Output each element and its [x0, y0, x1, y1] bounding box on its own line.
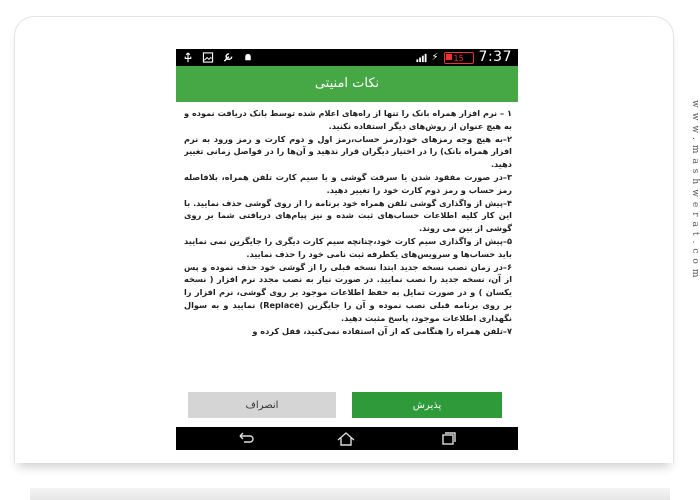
tip-paragraph: ۶–در زمان نصب نسخه جدید ابتدا نسخه قبلی را از گوشی خود حذف نموده و پس از آن، نسخه جدید را نصب نمایید. در صورت نیاز به نصب مجدد نرم افزار ( نسخه یکسان ) و در صورت تمایل به حفظ اطلاعات موجود بر روی گوشی، نرم افزار را بر روی برنامه قبلی نصب نموده و آن را جایگزین (Replace) نمایید و به سوال نگهداری اطلاعات موجود، پاسخ مثبت دهید.: [184, 261, 512, 323]
navigation-bar: [176, 427, 518, 450]
gallery-icon: [202, 52, 214, 63]
dialog-title: نکات امنیتی: [176, 66, 518, 102]
phone-screen: [176, 49, 518, 450]
home-icon[interactable]: [336, 431, 356, 446]
dialog-buttons: [176, 392, 518, 422]
bottom-shadow-strip: [30, 488, 670, 500]
wrench-icon: [222, 52, 234, 63]
clock: 7:37: [478, 49, 512, 65]
tip-paragraph: ۵–پیش از واگذاری سیم کارت خود،چنانچه سیم کارت دیگری را جایگزین نمی نمایید باید حساب‌ها و سرویس‌های یکطرفه ثبت نامی خود را حذف نمایید.: [184, 235, 512, 259]
watermark: www.mashwerat.com: [690, 100, 700, 283]
battery-icon: [444, 52, 474, 64]
usb-icon: [182, 52, 194, 63]
tip-paragraph: ۲–به هیچ وجه رمزهای خود(رمز حساب،رمز اول و دوم کارت و رمز ورود به نرم افزار همراه بانک) را در اختیار دیگران قرار ندهید و آن‌ها را در فواصل زمانی تغییر دهید.: [184, 133, 512, 170]
accept-button[interactable]: پذیرش: [352, 392, 502, 418]
signal-icon: [415, 52, 427, 63]
tip-paragraph: ۴–پیش از واگذاری گوشی تلفن همراه خود برنامه را از روی گوشی حذف نمایید. با این کار کلیه اطلاعات حساب‌های ثبت شده و نیز پیام‌های دریافتی شما بر روی گوشی از بین می روند.: [184, 197, 512, 234]
recent-apps-icon[interactable]: [438, 431, 458, 446]
tip-paragraph: ۳–در صورت مفقود شدن یا سرقت گوشی و یا سیم کارت تلفن همراه، بلافاصله رمز حساب و رمز دوم کارت خود را تغییر دهید.: [184, 171, 512, 195]
tip-paragraph: ۷–تلفن همراه را هنگامی که از آن استفاده نمی‌کنید، قفل کرده و: [252, 325, 512, 336]
security-tips-text[interactable]: [184, 107, 512, 385]
battery-level: 15: [453, 53, 464, 63]
tip-paragraph: ۱ – نرم افزار همراه بانک را تنها از راه‌های اعلام شده توسط بانک دریافت نموده و به هیچ عنوان از روش‌های دیگر استفاده نکنید.: [184, 108, 512, 131]
status-bar: [176, 49, 518, 66]
cancel-button[interactable]: انصراف: [188, 392, 336, 418]
charging-icon: ⚡: [431, 52, 439, 63]
android-icon: [242, 52, 254, 63]
back-icon[interactable]: [236, 431, 256, 446]
